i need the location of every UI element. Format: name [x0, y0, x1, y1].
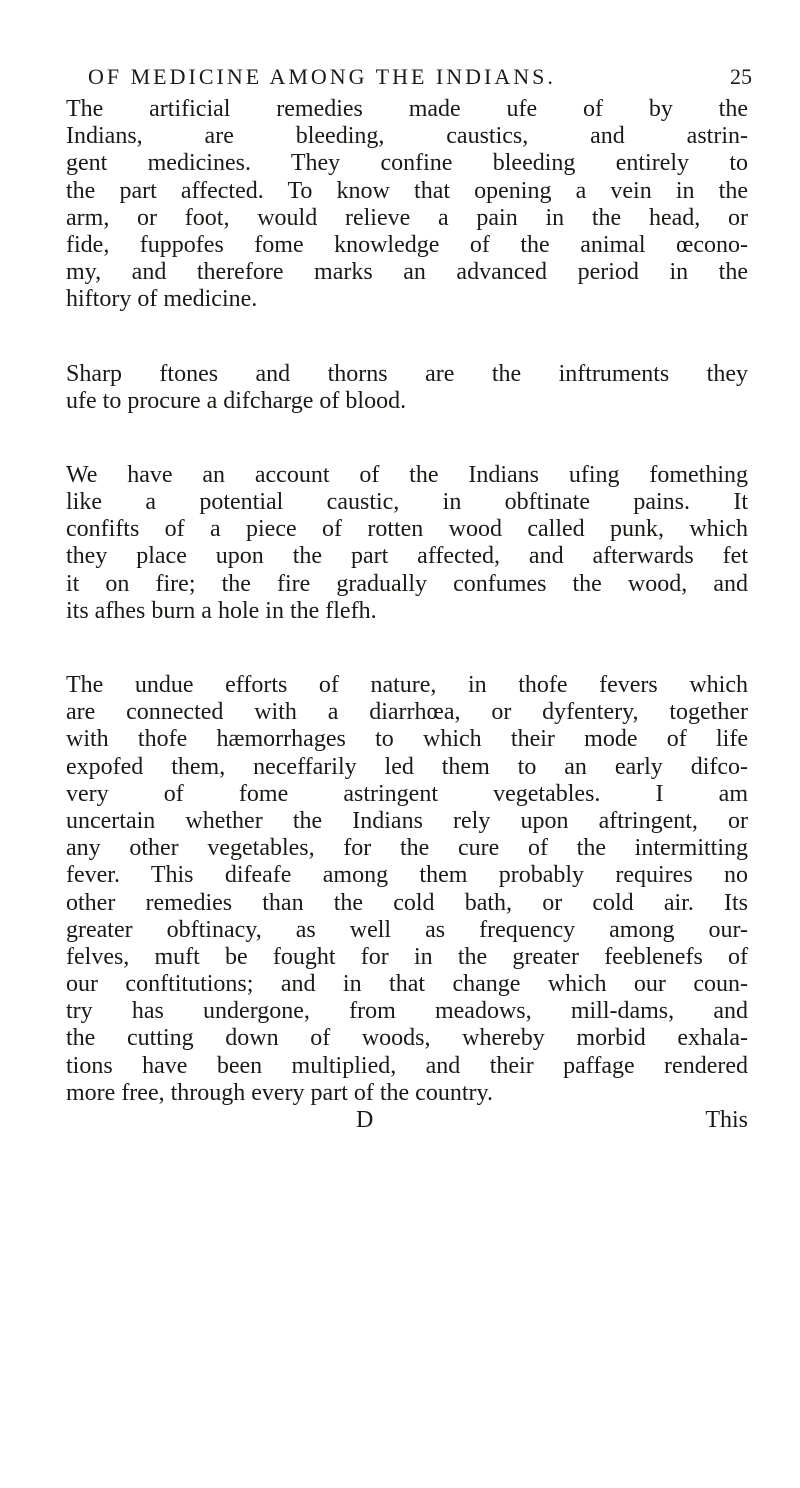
text-line: expofed them, neceffarily led them to an early difco-: [66, 753, 748, 780]
paragraph-undue-efforts: [66, 672, 748, 1107]
text-line: tions have been multiplied, and their paffage rendered: [66, 1052, 748, 1079]
text-line: arm, or foot, would relieve a pain in the head, or: [66, 204, 748, 231]
text-line: other remedies than the cold bath, or cold air. Its: [66, 889, 748, 916]
text-line: my, and therefore marks an advanced period in the: [66, 259, 748, 286]
text-line: We have an account of the Indians ufing fomething: [66, 461, 748, 488]
text-line: The artificial remedies made ufe of by the: [66, 96, 748, 122]
text-line: Indians, are bleeding, caustics, and astrin-: [66, 123, 748, 150]
running-head-title: OF MEDICINE AMONG THE INDIANS.: [88, 64, 556, 89]
text-line: are connected with a diarrhœa, or dyfentery, together: [66, 699, 748, 726]
paragraph-artificial-remedies: [66, 96, 748, 314]
text-line: its afhes burn a hole in the flefh.: [66, 597, 377, 624]
text-line: fide, fuppofes fome knowledge of the animal œcono-: [66, 231, 748, 258]
signature-mark: D: [356, 1107, 374, 1133]
text-line: the cutting down of woods, whereby morbid exhala-: [66, 1025, 748, 1052]
text-line: the part affected. To know that opening a vein in the: [66, 177, 748, 204]
paragraph-sharp-stones: [66, 361, 748, 415]
text-line: gent medicines. They confine bleeding entirely to: [66, 150, 748, 177]
text-line: Sharp ftones and thorns are the inftruments they: [66, 360, 748, 387]
page-number: 25: [730, 64, 752, 89]
text-line: our conftitutions; and in that change which our coun-: [66, 971, 748, 998]
page-footer: [66, 1107, 748, 1134]
catchword: This: [705, 1107, 748, 1133]
running-header: [88, 64, 752, 90]
text-line: felves, muft be fought for in the greater feeblenefs of: [66, 943, 748, 970]
text-line: ufe to procure a difcharge of blood.: [66, 387, 407, 414]
paragraph-potential-caustic: [66, 462, 748, 625]
text-line: hiftory of medicine.: [66, 286, 258, 313]
text-line: any other vegetables, for the cure of the intermitting: [66, 835, 748, 862]
page-body: [66, 96, 748, 1134]
text-line: try has undergone, from meadows, mill-dams, and: [66, 998, 748, 1025]
text-line: The undue efforts of nature, in thofe fevers which: [66, 672, 748, 698]
text-line: they place upon the part affected, and afterwards fet: [66, 543, 748, 570]
text-line: like a potential caustic, in obftinate pains. It: [66, 489, 748, 516]
text-line: confifts of a piece of rotten wood called punk, which: [66, 516, 748, 543]
text-line: it on fire; the fire gradually confumes the wood, and: [66, 570, 748, 597]
text-line: greater obftinacy, as well as frequency among our-: [66, 916, 748, 943]
text-line: uncertain whether the Indians rely upon aftringent, or: [66, 807, 748, 834]
text-line: with thofe hæmorrhages to which their mode of life: [66, 726, 748, 753]
text-line: more free, through every part of the country.: [66, 1079, 493, 1106]
text-line: very of fome astringent vegetables. I am: [66, 780, 748, 807]
text-line: fever. This difeafe among them probably requires no: [66, 862, 748, 889]
